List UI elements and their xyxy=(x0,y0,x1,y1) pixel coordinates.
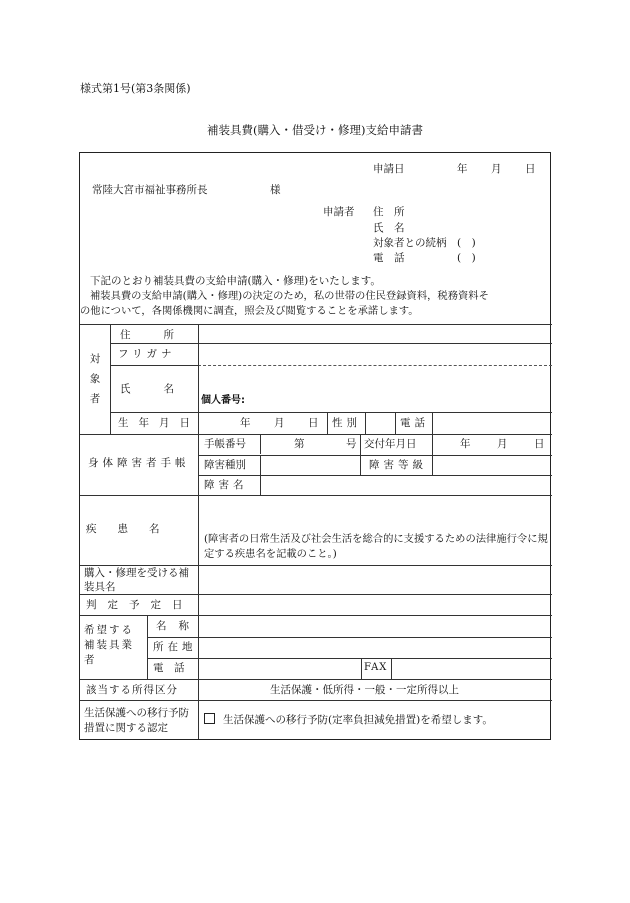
device-name-label: 購入・修理を受ける補装具名 xyxy=(84,567,189,593)
addressee: 常陸大宮市福祉事務所長 xyxy=(92,184,208,196)
disease-note: (障害者の日常生活及び社会生活を総合的に支援するための法律施行令に規定する疾患名を記載のこと。) xyxy=(204,533,548,560)
transition-prevention-option[interactable] xyxy=(204,713,493,727)
application-form xyxy=(79,152,551,740)
statement-consent-1: 補装具費の支給申請(購入・修理)の決定のため，私の世帯の住民登録資料，税務資料そ xyxy=(90,290,489,302)
subject-address-label: 住 所 xyxy=(120,329,178,341)
handbook-issue-date-label: 交付年月日 xyxy=(364,438,417,450)
individual-number-label: 個人番号: xyxy=(201,395,245,406)
applicant-label: 申請者 xyxy=(323,206,355,218)
vendor-fax-label: FAX xyxy=(364,662,388,673)
vendor-name-label: 名称 xyxy=(156,620,201,632)
honorific: 様 xyxy=(270,184,281,196)
judgement-date-label: 判定予定日 xyxy=(86,599,194,611)
application-date-label: 申請日 xyxy=(373,163,405,175)
applicant-address-label: 住 所 xyxy=(373,206,405,218)
income-category-label: 該当する所得区分 xyxy=(86,684,178,696)
vendor-group-label: 希望する補装具業者 xyxy=(84,624,134,666)
document-title: 補装具費(購入・借受け・修理)支給申請書 xyxy=(207,123,423,137)
income-category-options: 生活保護・低所得・一般・一定所得以上 xyxy=(270,684,459,696)
subject-sex-label: 性別 xyxy=(332,417,361,429)
disability-name-label: 障害名 xyxy=(204,479,248,491)
statement-consent-2: の他について，各関係機関に調査，照会及び閲覧することを承諾します。 xyxy=(80,305,419,317)
birth-day: 日 xyxy=(308,417,319,429)
subject-name-label: 氏 名 xyxy=(120,383,178,395)
handbook-number-prefix: 第 xyxy=(294,438,305,450)
subject-furigana-label: フリガナ xyxy=(118,348,176,360)
applicant-name-label: 氏 名 xyxy=(373,222,405,234)
date-year: 年 xyxy=(457,163,468,175)
checkbox[interactable] xyxy=(204,713,215,724)
handbook-number-label: 手帳番号 xyxy=(204,438,246,450)
birth-month: 月 xyxy=(274,417,285,429)
date-month: 月 xyxy=(491,163,502,175)
issue-month: 月 xyxy=(497,438,508,450)
applicant-relation-label: 対象者との続柄 ( ) xyxy=(373,237,476,249)
subject-birthdate-label: 生年月日 xyxy=(118,417,200,429)
issue-day: 日 xyxy=(534,438,545,450)
issue-year: 年 xyxy=(460,438,471,450)
form-number-label: 様式第1号(第3条関係) xyxy=(80,82,191,95)
vendor-location-label: 所在地 xyxy=(153,641,197,653)
disability-type-label: 障害種別 xyxy=(204,459,246,471)
applicant-phone-label: 電 話 ( ) xyxy=(373,252,476,264)
handbook-label: 身体障害者手帳 xyxy=(88,457,190,469)
disability-grade-label: 障害等級 xyxy=(369,459,427,471)
disease-label: 疾 患 名 xyxy=(86,523,160,535)
transition-prevention-label: 生活保護への移行予防措置に関する認定 xyxy=(84,707,189,734)
subject-group-label: 対象者 xyxy=(89,353,101,405)
birth-year: 年 xyxy=(240,417,251,429)
transition-prevention-text: 生活保護への移行予防(定率負担減免措置)を希望します。 xyxy=(223,714,493,726)
statement-application: 下記のとおり補装具費の支給申請(購入・修理)をいたします。 xyxy=(90,275,381,287)
handbook-number-suffix: 号 xyxy=(346,438,357,450)
date-day: 日 xyxy=(525,163,536,175)
subject-phone-label: 電話 xyxy=(400,417,429,429)
vendor-phone-label: 電 話 xyxy=(153,662,185,674)
